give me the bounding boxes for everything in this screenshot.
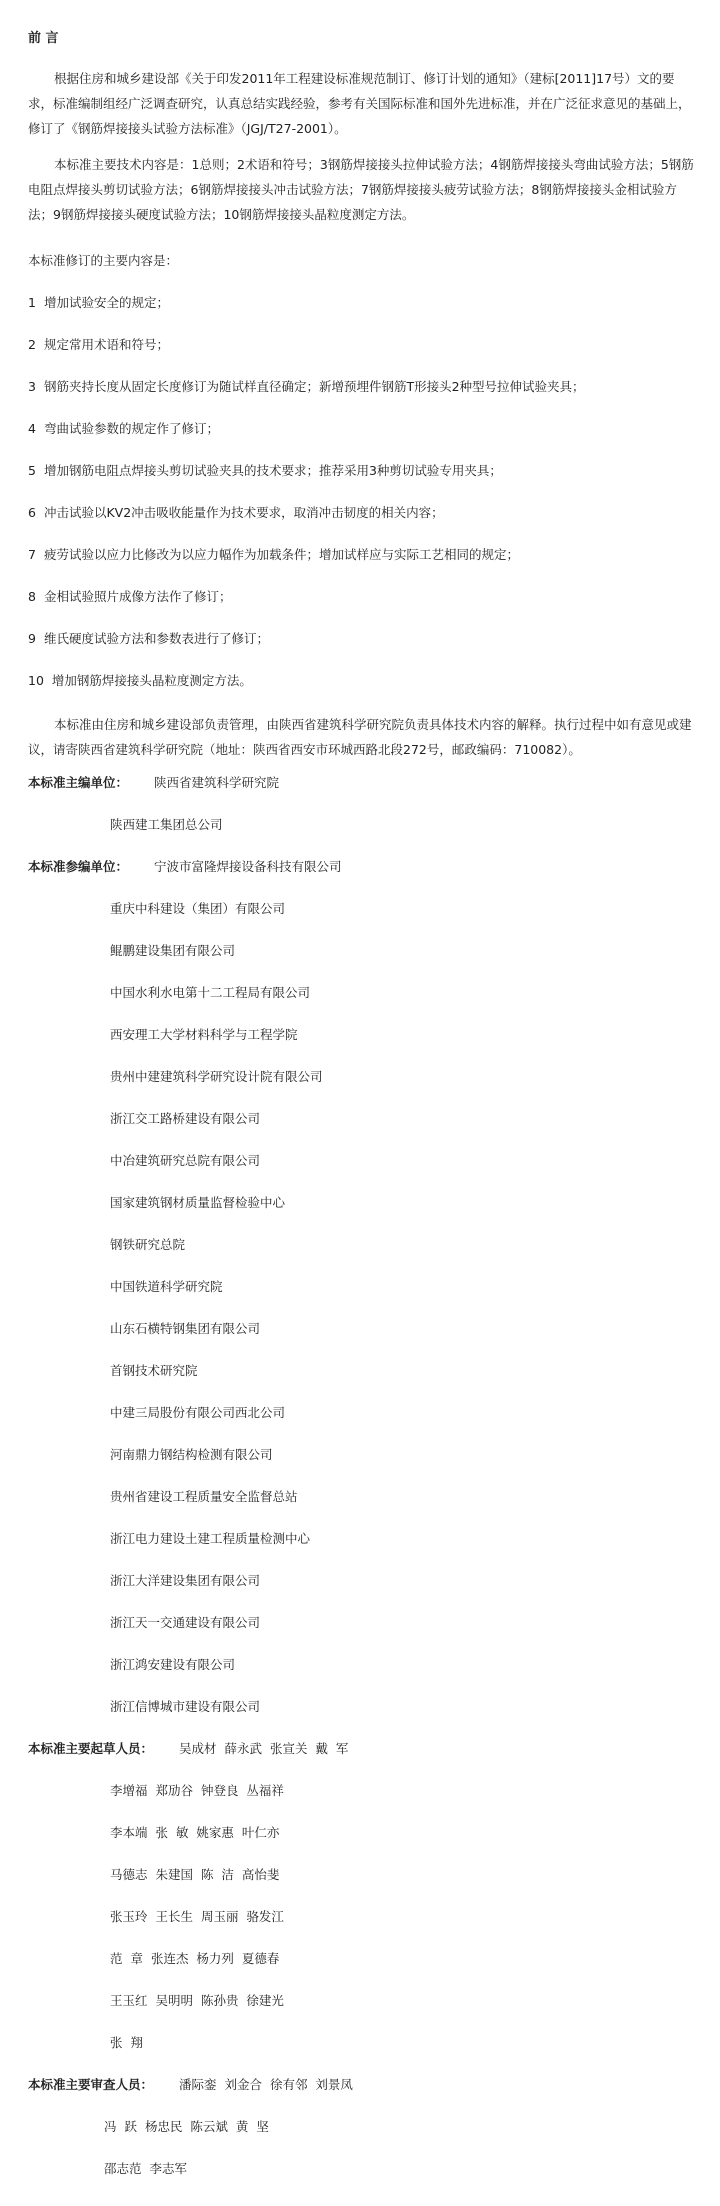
person-names: 李增福 郑劢谷 钟登良 丛福祥	[110, 1783, 284, 1798]
paragraph-background: 根据住房和城乡建设部《关于印发2011年工程建设标准规范制订、修订计划的通知》（建标[2011]17号）文的要求，标准编制组经广泛调查研究，认真总结实践经验，参考有关国际标准和国外先进标准，并在广泛征求意见的基础上，修订了《钢筋焊接接头试验方法标准》（JGJ/T27-2001）。	[28, 71, 691, 136]
unit-name: 中国水利水电第十二工程局有限公司	[110, 985, 311, 1000]
chief-units-row	[28, 772, 279, 794]
drafters-label: 本标准主要起草人员：	[28, 1741, 154, 1756]
chief-units-label: 本标准主编单位：	[28, 775, 129, 790]
paragraph-management: 本标准由住房和城乡建设部负责管理，由陕西省建筑科学研究院负责具体技术内容的解释。执行过程中如有意见或建议，请寄陕西省建筑科学研究院（地址：陕西省西安市环城西路北段272号，邮政编码：710082）。	[28, 717, 692, 757]
revision-number: 3	[28, 379, 36, 394]
revision-number: 2	[28, 337, 36, 352]
person-names: 张 翔	[110, 2035, 143, 2050]
unit-name: 首钢技术研究院	[110, 1363, 198, 1378]
revision-number: 4	[28, 421, 36, 436]
person-names: 李本端 张 敏 姚家惠 叶仁亦	[110, 1825, 280, 1840]
revision-item	[28, 586, 231, 608]
unit-name: 中国铁道科学研究院	[110, 1279, 223, 1294]
unit-name: 浙江电力建设土建工程质量检测中心	[110, 1531, 311, 1546]
unit-name: 河南鼎力钢结构检测有限公司	[110, 1447, 273, 1462]
revision-number: 9	[28, 631, 36, 646]
revision-text: 弯曲试验参数的规定作了修订；	[43, 421, 219, 436]
unit-name: 贵州中建建筑科学研究设计院有限公司	[110, 1069, 323, 1084]
person-names: 冯 跃 杨忠民 陈云斌 黄 坚	[104, 2119, 269, 2134]
unit-name: 重庆中科建设（集团）有限公司	[110, 901, 286, 916]
person-names: 吴成材 薛永武 张宣关 戴 军	[179, 1741, 349, 1756]
revision-item	[28, 544, 519, 566]
unit-name: 中冶建筑研究总院有限公司	[110, 1153, 261, 1168]
drafters-row	[28, 1738, 348, 1760]
revision-number: 8	[28, 589, 36, 604]
unit-name: 浙江大洋建设集团有限公司	[110, 1573, 261, 1588]
reviewers-row	[28, 2074, 353, 2096]
participating-units-row	[28, 856, 342, 878]
person-names: 张玉玲 王长生 周玉丽 骆发江	[110, 1909, 284, 1924]
revision-text: 规定常用术语和符号；	[43, 337, 169, 352]
person-names: 范 章 张连杰 杨力列 夏德春	[110, 1951, 280, 1966]
revision-number: 7	[28, 547, 36, 562]
paragraph-technical-content: 本标准主要技术内容是：1总则；2术语和符号；3钢筋焊接接头拉伸试验方法；4钢筋焊接接头弯曲试验方法；5钢筋电阻点焊接头剪切试验方法；6钢筋焊接接头冲击试验方法；7钢筋焊接接头疲劳试验方法；8钢筋焊接接头金相试验方法；9钢筋焊接接头硬度试验方法；10钢筋焊接接头晶粒度测定方法。	[28, 157, 694, 222]
revision-number: 5	[28, 463, 36, 478]
revision-item	[28, 376, 585, 398]
revision-text: 维氏硬度试验方法和参数表进行了修订；	[43, 631, 269, 646]
unit-name: 宁波市富隆焊接设备科技有限公司	[154, 859, 342, 874]
unit-name: 浙江天一交通建设有限公司	[110, 1615, 261, 1630]
revision-number: 10	[28, 673, 44, 688]
revision-text: 增加钢筋电阻点焊接头剪切试验夹具的技术要求；推荐采用3种剪切试验专用夹具；	[43, 463, 502, 478]
revision-item	[28, 670, 252, 692]
revision-intro: 本标准修订的主要内容是：	[28, 253, 179, 268]
unit-name: 浙江信博城市建设有限公司	[110, 1699, 261, 1714]
unit-name: 中建三局股份有限公司西北公司	[110, 1405, 286, 1420]
revision-text: 增加钢筋焊接接头晶粒度测定方法。	[51, 673, 252, 688]
person-names: 王玉红 吴明明 陈孙贵 徐建光	[110, 1993, 284, 2008]
revision-text: 冲击试验以KV2冲击吸收能量作为技术要求，取消冲击韧度的相关内容；	[43, 505, 444, 520]
person-names: 马德志 朱建国 陈 洁 高怡斐	[110, 1867, 280, 1882]
revision-text: 增加试验安全的规定；	[43, 295, 169, 310]
unit-name: 鲲鹏建设集团有限公司	[110, 943, 236, 958]
revision-item	[28, 460, 502, 482]
unit-name: 西安理工大学材料科学与工程学院	[110, 1027, 298, 1042]
revision-item	[28, 418, 219, 440]
participating-units-label: 本标准参编单位：	[28, 859, 129, 874]
person-names: 邵志范 李志军	[104, 2161, 187, 2176]
person-names: 潘际銮 刘金合 徐有邻 刘景凤	[179, 2077, 353, 2092]
unit-name: 国家建筑钢材质量监督检验中心	[110, 1195, 286, 1210]
unit-name: 浙江交工路桥建设有限公司	[110, 1111, 261, 1126]
unit-name: 陕西建工集团总公司	[110, 817, 223, 832]
revision-text: 金相试验照片成像方法作了修订；	[43, 589, 232, 604]
page-title: 前 言	[28, 31, 59, 46]
unit-name: 贵州省建设工程质量安全监督总站	[110, 1489, 298, 1504]
revision-number: 1	[28, 295, 36, 310]
unit-name: 浙江鸿安建设有限公司	[110, 1657, 236, 1672]
revision-text: 钢筋夹持长度从固定长度修订为随试样直径确定；新增预埋件钢筋T形接头2种型号拉伸试验夹具；	[43, 379, 585, 394]
revision-text: 疲劳试验以应力比修改为以应力幅作为加载条件；增加试样应与实际工艺相同的规定；	[43, 547, 519, 562]
revision-item	[28, 502, 444, 524]
unit-name: 钢铁研究总院	[110, 1237, 186, 1252]
revision-number: 6	[28, 505, 36, 520]
revision-item	[28, 334, 169, 356]
reviewers-label: 本标准主要审查人员：	[28, 2077, 154, 2092]
revision-item	[28, 292, 169, 314]
unit-name: 山东石横特钢集团有限公司	[110, 1321, 261, 1336]
unit-name: 陕西省建筑科学研究院	[154, 775, 280, 790]
revision-item	[28, 628, 269, 650]
